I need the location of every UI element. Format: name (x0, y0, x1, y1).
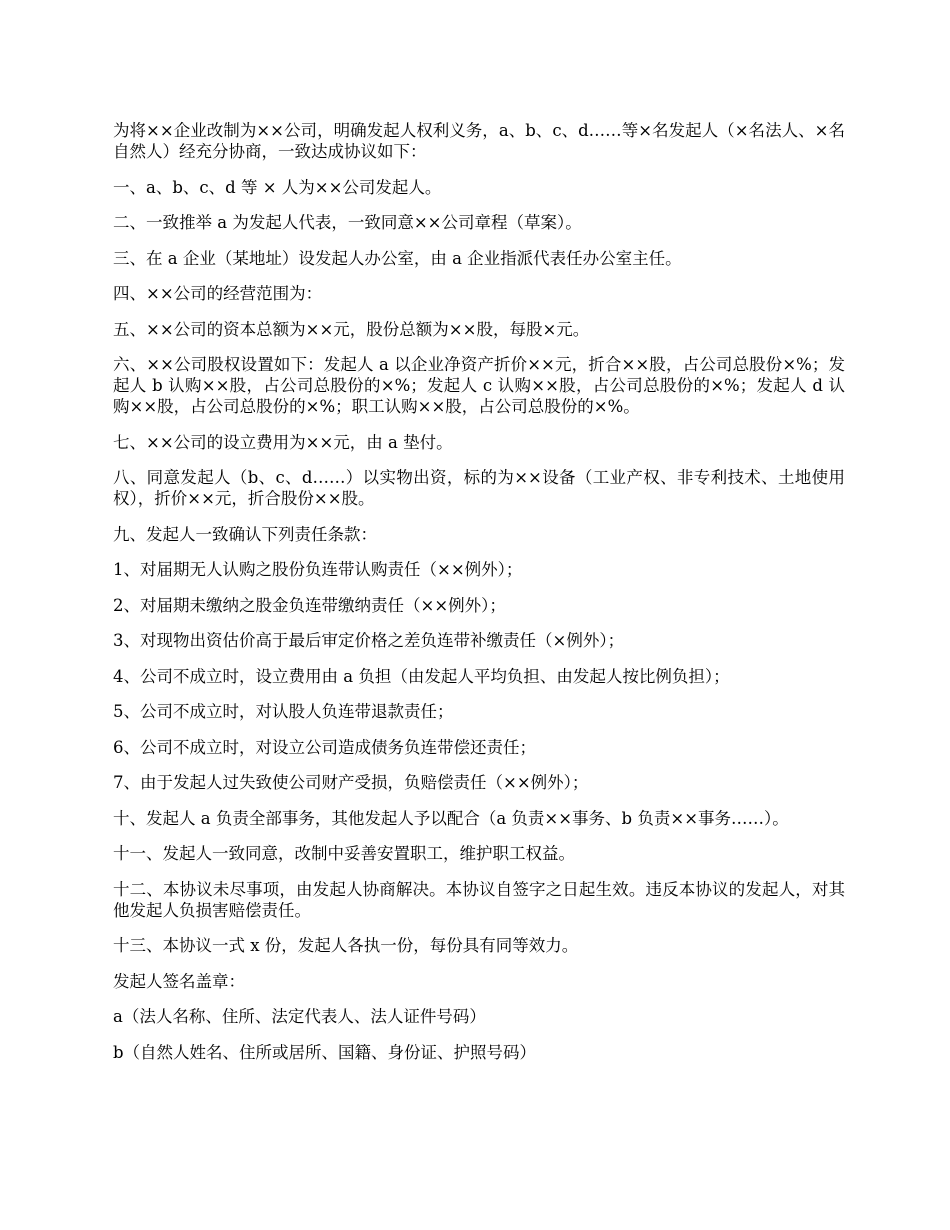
clause-6: 六、××公司股权设置如下：发起人 a 以企业净资产折价××元，折合××股，占公司总股份×%；发起人 b 认购××股，占公司总股份的×%；发起人 c 认购××股，占公司总股份的×%；发起人 d 认购××股，占公司总股份的×%；职工认购××股，占公司总股份的×%。 (113, 355, 845, 416)
clause-2: 二、一致推举 a 为发起人代表，一致同意××公司章程（草案）。 (113, 213, 582, 232)
clause-9: 九、发起人一致确认下列责任条款： (113, 524, 377, 544)
document-body (113, 120, 845, 1077)
clause-10: 十、发起人 a 负责全部事务，其他发起人予以配合（a 负责××事务、b 负责××事务……）。 (113, 808, 789, 828)
clause-1: 一、a、b、c、d 等 × 人为××公司发起人。 (113, 177, 442, 197)
intro-paragraph: 为将××企业改制为××公司，明确发起人权利义务，a、b、c、d……等×名发起人（×名法人、×名自然人）经充分协商，一致达成协议如下： (113, 121, 845, 161)
clause-11: 十一、发起人一致同意，改制中妥善安置职工，维护职工权益。 (113, 844, 575, 863)
clause-12: 十二、本协议未尽事项，由发起人协商解决。本协议自签字之日起生效。违反本协议的发起人，对其他发起人负损害赔偿责任。 (113, 879, 845, 920)
clause-5: 五、××公司的资本总额为××元，股份总额为××股，每股×元。 (113, 319, 590, 339)
liability-item-4: 4、公司不成立时，设立费用由 a 负担（由发起人平均负担、由发起人按比例负担）； (113, 666, 730, 686)
signature-heading: 发起人签名盖章： (113, 971, 245, 991)
clause-7: 七、××公司的设立费用为××元，由 a 垫付。 (113, 432, 453, 452)
liability-item-7: 7、由于发起人过失致使公司财产受损，负赔偿责任（××例外）； (113, 773, 589, 792)
liability-item-2: 2、对届期未缴纳之股金负连带缴纳责任（××例外）； (113, 595, 506, 615)
signatory-b: b（自然人姓名、住所或居所、国籍、身份证、护照号码） (113, 1042, 537, 1062)
liability-item-3: 3、对现物出资估价高于最后审定价格之差负连带补缴责任（×例外）； (113, 631, 625, 650)
clause-3: 三、在 a 企业（某地址）设发起人办公室，由 a 企业指派代表任办公室主任。 (113, 248, 682, 268)
clause-4: 四、××公司的经营范围为： (113, 284, 323, 303)
clause-13: 十三、本协议一式 x 份，发起人各执一份，每份具有同等效力。 (113, 936, 579, 955)
clause-8: 八、同意发起人（b、c、d……）以实物出资，标的为××设备（工业产权、非专利技术、土地使用权），折价××元，折合股份××股。 (113, 468, 845, 508)
signatory-a: a（法人名称、住所、法定代表人、法人证件号码） (113, 1007, 486, 1026)
liability-item-6: 6、公司不成立时，对设立公司造成债务负连带偿还责任； (113, 737, 536, 757)
liability-item-1: 1、对届期无人认购之股份负连带认购责任（××例外）； (113, 560, 523, 579)
liability-item-5: 5、公司不成立时，对认股人负连带退款责任； (113, 702, 454, 721)
